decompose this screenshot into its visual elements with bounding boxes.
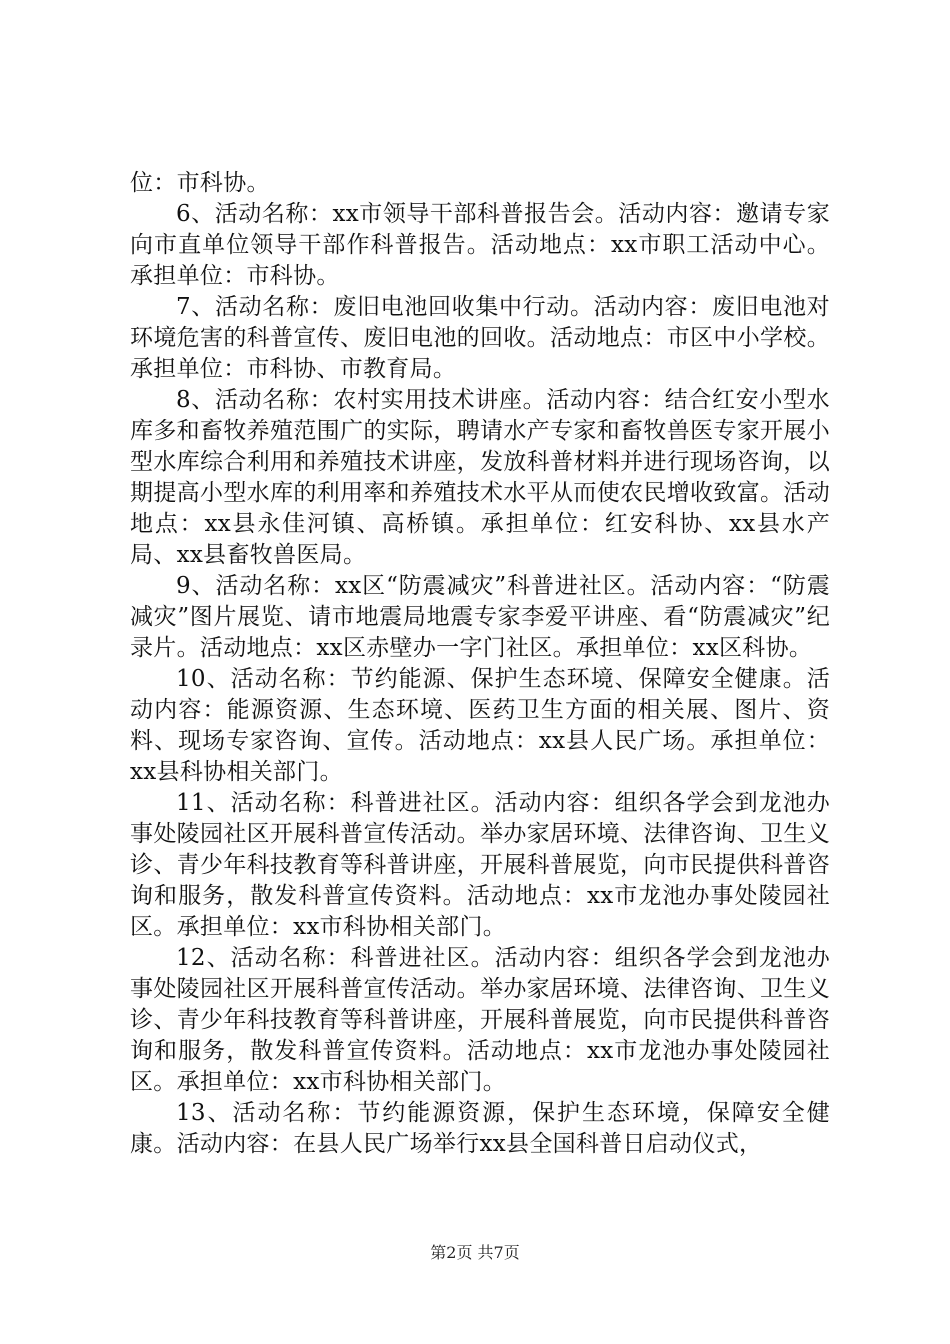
paragraph-item-12: 12、活动名称：科普进社区。活动内容：组织各学会到龙池办事处陵园社区开展科普宣传活动。举办家居环境、法律咨询、卫生义诊、青少年科技教育等科普讲座，开展科普展览，向市民提供科普咨询和服务，散发科普宣传资料。活动地点：xx市龙池办事处陵园社区。承担单位：xx市科协相关部门。 bbox=[130, 945, 830, 1095]
document-body bbox=[130, 168, 830, 1160]
paragraph-item-9: 9、活动名称：xx区“防震减灾”科普进社区。活动内容：“防震减灾”图片展览、请市地震局地震专家李爱平讲座、看“防震减灾”纪录片。活动地点：xx区赤壁办一字门社区。承担单位：xx区科协。 bbox=[130, 573, 830, 661]
paragraph-continuation: 位：市科协。 bbox=[130, 170, 270, 196]
paragraph-item-10: 10、活动名称：节约能源、保护生态环境、保障安全健康。活动内容：能源资源、生态环境、医药卫生方面的相关展、图片、资料、现场专家咨询、宣传。活动地点：xx县人民广场。承担单位：xx县科协相关部门。 bbox=[130, 666, 830, 785]
paragraph-item-8: 8、活动名称：农村实用技术讲座。活动内容：结合红安小型水库多和畜牧养殖范围广的实际，聘请水产专家和畜牧兽医专家开展小型水库综合利用和养殖技术讲座，发放科普材料并进行现场咨询，以期提高小型水库的利用率和养殖技术水平从而使农民增收致富。活动地点：xx县永佳河镇、高桥镇。承担单位：红安科协、xx县水产局、xx县畜牧兽医局。 bbox=[130, 387, 830, 568]
paragraph-item-13: 13、活动名称：节约能源资源，保护生态环境，保障安全健康。活动内容：在县人民广场举行xx县全国科普日启动仪式， bbox=[130, 1100, 830, 1157]
paragraph-item-6: 6、活动名称：xx市领导干部科普报告会。活动内容：邀请专家向市直单位领导干部作科普报告。活动地点：xx市职工活动中心。承担单位：市科协。 bbox=[130, 201, 830, 289]
paragraph-item-11: 11、活动名称：科普进社区。活动内容：组织各学会到龙池办事处陵园社区开展科普宣传活动。举办家居环境、法律咨询、卫生义诊、青少年科技教育等科普讲座，开展科普展览，向市民提供科普咨询和服务，散发科普宣传资料。活动地点：xx市龙池办事处陵园社区。承担单位：xx市科协相关部门。 bbox=[130, 790, 830, 940]
paragraph-item-7: 7、活动名称：废旧电池回收集中行动。活动内容：废旧电池对环境危害的科普宣传、废旧电池的回收。活动地点：市区中小学校。承担单位：市科协、市教育局。 bbox=[130, 294, 830, 382]
page-footer: 第2页 共7页 bbox=[430, 1243, 520, 1262]
